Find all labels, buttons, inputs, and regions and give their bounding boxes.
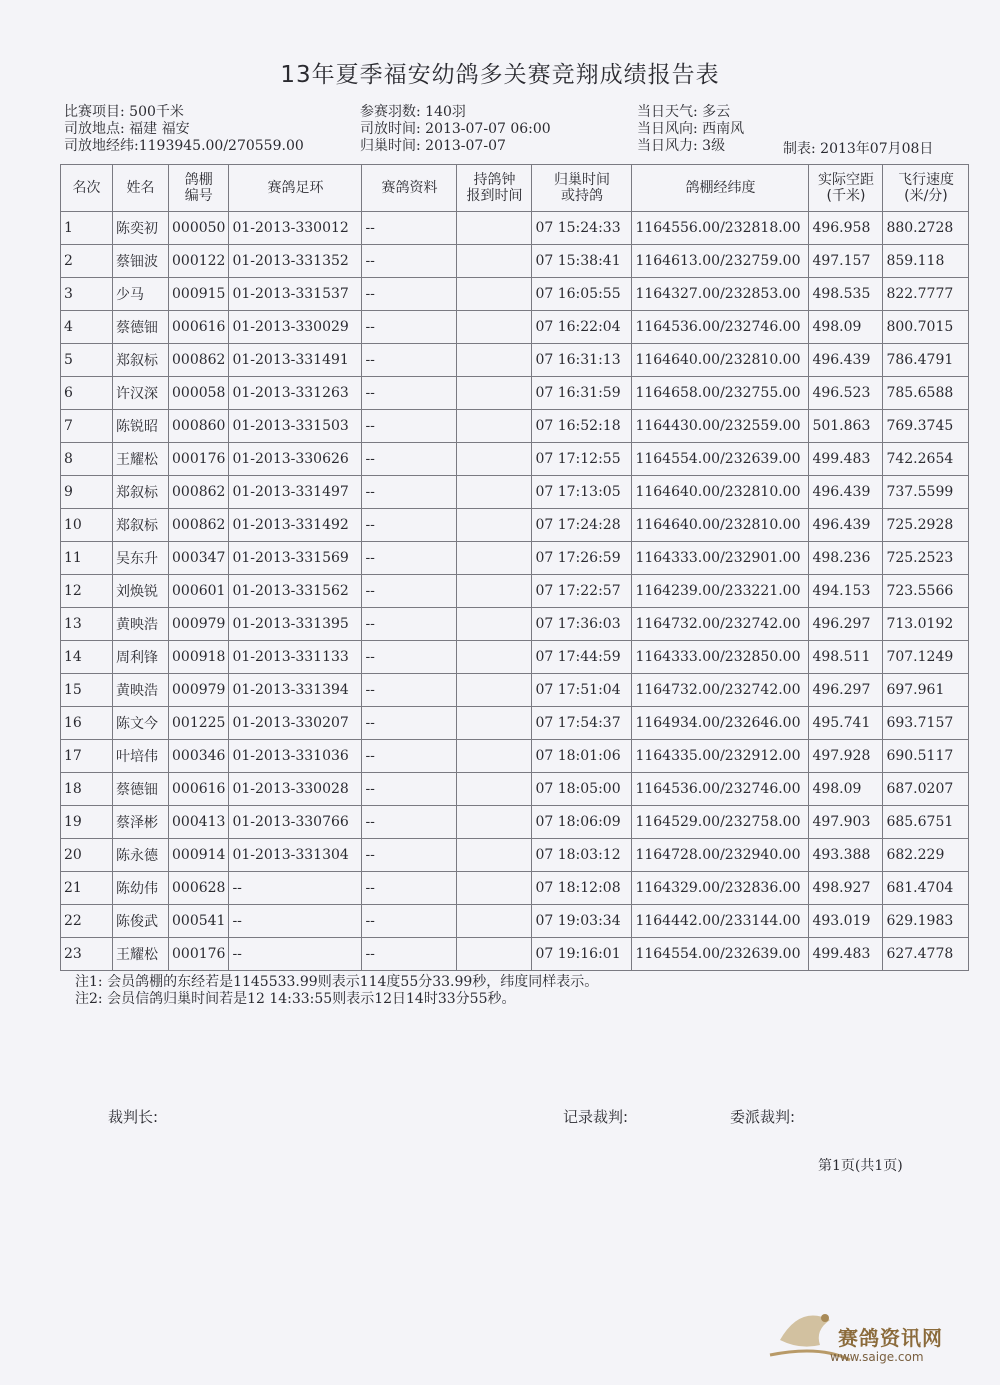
table-cell: 498.535 [809, 278, 883, 311]
report-title: 13年夏季福安幼鸽多关赛竞翔成绩报告表 [280, 62, 720, 88]
table-cell [457, 740, 532, 773]
table-cell [457, 674, 532, 707]
table-cell: 1164934.00/232646.00 [632, 707, 809, 740]
table-cell: 1164640.00/232810.00 [632, 509, 809, 542]
assigned-referee-label: 委派裁判: [730, 1108, 796, 1126]
table-cell: 497.157 [809, 245, 883, 278]
table-cell: 3 [61, 278, 113, 311]
meta-column-2 [360, 104, 551, 155]
table-cell [457, 278, 532, 311]
table-cell: 1164239.00/233221.00 [632, 575, 809, 608]
table-cell: 1164640.00/232810.00 [632, 476, 809, 509]
meta-column-1 [64, 104, 304, 155]
table-cell: 000862 [169, 344, 229, 377]
table-cell [457, 872, 532, 905]
table-cell: 1164335.00/232912.00 [632, 740, 809, 773]
meta-item: 参赛羽数: 140羽 [360, 104, 466, 120]
table-cell: 11 [61, 542, 113, 575]
table-cell: 07 17:54:37 [532, 707, 632, 740]
table-cell [457, 938, 532, 971]
table-cell: -- [362, 245, 457, 278]
table-cell: 498.236 [809, 542, 883, 575]
made-date: 制表: 2013年07月08日 [783, 141, 934, 157]
table-cell: 1164536.00/232746.00 [632, 773, 809, 806]
table-cell: 01-2013-330766 [229, 806, 362, 839]
table-cell: 498.511 [809, 641, 883, 674]
table-cell [457, 245, 532, 278]
table-cell: 01-2013-330626 [229, 443, 362, 476]
table-cell: 01-2013-331497 [229, 476, 362, 509]
table-cell: -- [362, 707, 457, 740]
table-cell: 1164728.00/232940.00 [632, 839, 809, 872]
table-cell: 000628 [169, 872, 229, 905]
table-cell: 000979 [169, 608, 229, 641]
table-cell: 000915 [169, 278, 229, 311]
table-cell: 000914 [169, 839, 229, 872]
watermark-url: www.saige.com [830, 1350, 924, 1364]
meta-item: 司放地点: 福建 福安 [64, 121, 190, 137]
table-cell [457, 773, 532, 806]
table-cell: 07 17:13:05 [532, 476, 632, 509]
table-cell: 000862 [169, 476, 229, 509]
table-cell: -- [362, 674, 457, 707]
page-number: 第1页(共1页) [818, 1158, 903, 1174]
table-cell: 蔡德钿 [113, 773, 169, 806]
table-row [61, 674, 969, 707]
table-cell: 1164658.00/232755.00 [632, 377, 809, 410]
column-header: 持鸽钟 报到时间 [457, 165, 532, 212]
column-header: 归巢时间 或持鸽 [532, 165, 632, 212]
table-cell: 725.2928 [883, 509, 969, 542]
column-header: 鸽棚经纬度 [632, 165, 809, 212]
table-row [61, 509, 969, 542]
results-table [60, 164, 969, 971]
table-cell: 000616 [169, 773, 229, 806]
table-cell: 000860 [169, 410, 229, 443]
table-cell: 693.7157 [883, 707, 969, 740]
table-cell: 685.6751 [883, 806, 969, 839]
table-cell: 1164529.00/232758.00 [632, 806, 809, 839]
table-cell: 07 17:12:55 [532, 443, 632, 476]
table-cell: 07 15:38:41 [532, 245, 632, 278]
table-row [61, 839, 969, 872]
table-cell: 496.439 [809, 476, 883, 509]
table-cell: 499.483 [809, 938, 883, 971]
watermark-text: 赛鸽资讯网 [838, 1326, 943, 1350]
table-cell: 690.5117 [883, 740, 969, 773]
table-cell: 9 [61, 476, 113, 509]
table-cell: 叶培伟 [113, 740, 169, 773]
table-cell: 01-2013-331569 [229, 542, 362, 575]
table-cell: 01-2013-331263 [229, 377, 362, 410]
table-cell [457, 542, 532, 575]
table-cell: 07 18:06:09 [532, 806, 632, 839]
table-cell: 1 [61, 212, 113, 245]
table-cell: 17 [61, 740, 113, 773]
table-cell [457, 344, 532, 377]
table-cell: 499.483 [809, 443, 883, 476]
table-cell: 1164732.00/232742.00 [632, 608, 809, 641]
table-cell: 4 [61, 311, 113, 344]
table-row [61, 905, 969, 938]
table-cell: 20 [61, 839, 113, 872]
table-cell [457, 311, 532, 344]
table-cell: 黄映浩 [113, 674, 169, 707]
table-cell: 723.5566 [883, 575, 969, 608]
table-cell [457, 905, 532, 938]
meta-item: 当日天气: 多云 [637, 104, 731, 120]
table-header-row [61, 165, 969, 212]
table-cell: 07 17:22:57 [532, 575, 632, 608]
table-cell: 01-2013-331394 [229, 674, 362, 707]
table-cell: 07 16:52:18 [532, 410, 632, 443]
note-2: 注2: 会员信鸽归巢时间若是12 14:33:55则表示12日14时33分55秒。 [75, 991, 516, 1007]
table-cell [457, 575, 532, 608]
table-cell: 497.928 [809, 740, 883, 773]
table-cell: -- [362, 212, 457, 245]
column-header: 飞行速度 (米/分) [883, 165, 969, 212]
table-cell: 07 17:36:03 [532, 608, 632, 641]
table-cell: -- [362, 476, 457, 509]
table-cell: 822.7777 [883, 278, 969, 311]
table-cell: 000176 [169, 443, 229, 476]
table-cell: 000176 [169, 938, 229, 971]
table-row [61, 245, 969, 278]
table-cell: 01-2013-330028 [229, 773, 362, 806]
table-cell: 23 [61, 938, 113, 971]
table-cell: 1164329.00/232836.00 [632, 872, 809, 905]
meta-item: 比赛项目: 500千米 [64, 104, 184, 120]
table-cell: 000058 [169, 377, 229, 410]
table-row [61, 575, 969, 608]
table-cell [457, 476, 532, 509]
table-cell: 07 16:22:04 [532, 311, 632, 344]
table-cell [457, 839, 532, 872]
table-row [61, 608, 969, 641]
table-cell: 12 [61, 575, 113, 608]
table-cell: 01-2013-331503 [229, 410, 362, 443]
table-cell: -- [362, 905, 457, 938]
table-cell: 01-2013-331562 [229, 575, 362, 608]
table-cell: 刘焕锐 [113, 575, 169, 608]
table-cell: -- [362, 806, 457, 839]
table-cell: 713.0192 [883, 608, 969, 641]
column-header: 名次 [61, 165, 113, 212]
table-cell: 1164613.00/232759.00 [632, 245, 809, 278]
table-cell: 769.3745 [883, 410, 969, 443]
table-row [61, 707, 969, 740]
table-cell: 707.1249 [883, 641, 969, 674]
table-cell: -- [362, 938, 457, 971]
table-cell: 682.229 [883, 839, 969, 872]
table-row [61, 938, 969, 971]
table-cell [457, 377, 532, 410]
table-cell: 1164442.00/233144.00 [632, 905, 809, 938]
table-cell: 19 [61, 806, 113, 839]
table-cell: 郑叙标 [113, 476, 169, 509]
table-cell [457, 443, 532, 476]
table-cell: 496.439 [809, 509, 883, 542]
meta-item: 司放时间: 2013-07-07 06:00 [360, 121, 551, 137]
table-cell: 000979 [169, 674, 229, 707]
table-cell: 01-2013-331492 [229, 509, 362, 542]
table-cell: 15 [61, 674, 113, 707]
table-cell: 07 16:31:59 [532, 377, 632, 410]
table-cell: 800.7015 [883, 311, 969, 344]
table-cell: 黄映浩 [113, 608, 169, 641]
table-cell: 07 18:03:12 [532, 839, 632, 872]
table-cell: 01-2013-331537 [229, 278, 362, 311]
table-cell: 000616 [169, 311, 229, 344]
table-cell: -- [362, 344, 457, 377]
table-cell: -- [362, 542, 457, 575]
table-cell: 6 [61, 377, 113, 410]
table-cell: -- [362, 839, 457, 872]
table-cell: -- [362, 410, 457, 443]
table-cell: 14 [61, 641, 113, 674]
table-cell [457, 608, 532, 641]
table-cell: 07 17:26:59 [532, 542, 632, 575]
table-cell: 000050 [169, 212, 229, 245]
table-cell: 737.5599 [883, 476, 969, 509]
meta-item: 司放地经纬:1193945.00/270559.00 [64, 138, 304, 154]
table-cell: 陈永德 [113, 839, 169, 872]
table-cell: -- [362, 608, 457, 641]
table-cell: 498.09 [809, 773, 883, 806]
meta-item: 归巢时间: 2013-07-07 [360, 138, 506, 154]
table-cell: 786.4791 [883, 344, 969, 377]
table-cell: -- [362, 740, 457, 773]
table-row [61, 542, 969, 575]
table-cell: 07 19:03:34 [532, 905, 632, 938]
table-cell: 1164554.00/232639.00 [632, 443, 809, 476]
table-cell: 01-2013-331304 [229, 839, 362, 872]
table-cell: 01-2013-330029 [229, 311, 362, 344]
table-cell: 000862 [169, 509, 229, 542]
table-cell: 725.2523 [883, 542, 969, 575]
column-header: 赛鸽足环 [229, 165, 362, 212]
table-cell: -- [229, 905, 362, 938]
table-cell: 7 [61, 410, 113, 443]
table-cell: 1164556.00/232818.00 [632, 212, 809, 245]
table-cell: -- [229, 938, 362, 971]
column-header: 鸽棚 编号 [169, 165, 229, 212]
column-header: 赛鸽资料 [362, 165, 457, 212]
table-cell: 01-2013-331491 [229, 344, 362, 377]
table-row [61, 311, 969, 344]
table-cell: 498.09 [809, 311, 883, 344]
table-cell: 07 18:12:08 [532, 872, 632, 905]
table-cell: 许汉深 [113, 377, 169, 410]
table-row [61, 344, 969, 377]
table-cell: 000122 [169, 245, 229, 278]
table-cell: 07 17:24:28 [532, 509, 632, 542]
table-cell: 1164333.00/232901.00 [632, 542, 809, 575]
table-row [61, 872, 969, 905]
table-cell: 07 16:31:13 [532, 344, 632, 377]
table-row [61, 806, 969, 839]
table-cell: 498.927 [809, 872, 883, 905]
table-cell: 07 18:01:06 [532, 740, 632, 773]
table-cell: 1164327.00/232853.00 [632, 278, 809, 311]
table-cell: 497.903 [809, 806, 883, 839]
table-cell: 01-2013-330012 [229, 212, 362, 245]
table-cell: 07 18:05:00 [532, 773, 632, 806]
table-cell: 07 19:16:01 [532, 938, 632, 971]
table-row [61, 476, 969, 509]
table-cell: 627.4778 [883, 938, 969, 971]
table-cell: 陈锐昭 [113, 410, 169, 443]
table-cell: 13 [61, 608, 113, 641]
table-cell: -- [362, 872, 457, 905]
table-cell: 陈奕初 [113, 212, 169, 245]
table-row [61, 410, 969, 443]
table-cell: 吴东升 [113, 542, 169, 575]
table-cell: 000346 [169, 740, 229, 773]
table-cell: 501.863 [809, 410, 883, 443]
table-cell: 697.961 [883, 674, 969, 707]
notes [75, 974, 598, 1008]
table-cell: 21 [61, 872, 113, 905]
table-cell: 蔡泽彬 [113, 806, 169, 839]
table-cell: 少马 [113, 278, 169, 311]
table-cell [457, 806, 532, 839]
table-cell: -- [362, 575, 457, 608]
table-cell: 01-2013-331036 [229, 740, 362, 773]
table-cell: 07 17:44:59 [532, 641, 632, 674]
table-cell: 王耀松 [113, 938, 169, 971]
table-cell: 493.019 [809, 905, 883, 938]
table-row [61, 740, 969, 773]
table-cell: 郑叙标 [113, 344, 169, 377]
table-cell: 8 [61, 443, 113, 476]
table-cell: 陈文今 [113, 707, 169, 740]
chief-referee-label: 裁判长: [108, 1108, 159, 1126]
table-row [61, 773, 969, 806]
table-cell: 496.523 [809, 377, 883, 410]
table-cell: 880.2728 [883, 212, 969, 245]
table-cell: 周利锋 [113, 641, 169, 674]
table-cell: 07 15:24:33 [532, 212, 632, 245]
table-cell: 687.0207 [883, 773, 969, 806]
note-1: 注1: 会员鸽棚的东经若是1145533.99则表示114度55分33.99秒，纬度同样表示。 [75, 974, 599, 990]
table-cell: -- [362, 641, 457, 674]
table-cell: 07 16:05:55 [532, 278, 632, 311]
table-cell: 16 [61, 707, 113, 740]
table-cell: 000601 [169, 575, 229, 608]
table-cell: -- [229, 872, 362, 905]
table-cell: 785.6588 [883, 377, 969, 410]
table-cell: -- [362, 311, 457, 344]
table-cell: 1164732.00/232742.00 [632, 674, 809, 707]
table-cell: -- [362, 377, 457, 410]
table-cell: 蔡德钿 [113, 311, 169, 344]
table-cell: 2 [61, 245, 113, 278]
table-cell [457, 509, 532, 542]
table-cell: 1164536.00/232746.00 [632, 311, 809, 344]
table-cell: 01-2013-331133 [229, 641, 362, 674]
table-cell [457, 641, 532, 674]
table-cell: 10 [61, 509, 113, 542]
table-cell: 1164640.00/232810.00 [632, 344, 809, 377]
table-cell: 1164333.00/232850.00 [632, 641, 809, 674]
table-cell: 496.297 [809, 608, 883, 641]
table-cell: 496.958 [809, 212, 883, 245]
table-cell: 629.1983 [883, 905, 969, 938]
table-cell: 496.297 [809, 674, 883, 707]
table-cell: 蔡钿波 [113, 245, 169, 278]
meta-item: 当日风向: 西南风 [637, 121, 745, 137]
table-cell: 18 [61, 773, 113, 806]
table-cell: 01-2013-330207 [229, 707, 362, 740]
table-cell [457, 707, 532, 740]
table-cell: 681.4704 [883, 872, 969, 905]
table-cell [457, 212, 532, 245]
table-cell: 陈俊武 [113, 905, 169, 938]
table-cell: 001225 [169, 707, 229, 740]
table-row [61, 278, 969, 311]
table-cell: -- [362, 443, 457, 476]
table-row [61, 641, 969, 674]
table-cell: 01-2013-331352 [229, 245, 362, 278]
table-cell: -- [362, 509, 457, 542]
table-cell: 495.741 [809, 707, 883, 740]
table-cell: 494.153 [809, 575, 883, 608]
column-header: 姓名 [113, 165, 169, 212]
table-cell: -- [362, 773, 457, 806]
table-cell: 1164430.00/232559.00 [632, 410, 809, 443]
table-cell: 1164554.00/232639.00 [632, 938, 809, 971]
table-cell: 陈幼伟 [113, 872, 169, 905]
table-cell: 742.2654 [883, 443, 969, 476]
table-row [61, 443, 969, 476]
table-cell: 000413 [169, 806, 229, 839]
table-cell: 496.439 [809, 344, 883, 377]
table-row [61, 212, 969, 245]
table-cell: 5 [61, 344, 113, 377]
column-header: 实际空距 (千米) [809, 165, 883, 212]
table-cell: 01-2013-331395 [229, 608, 362, 641]
meta-item: 当日风力: 3级 [637, 138, 726, 154]
table-row [61, 377, 969, 410]
table-cell: 王耀松 [113, 443, 169, 476]
table-cell: 859.118 [883, 245, 969, 278]
record-referee-label: 记录裁判: [563, 1108, 629, 1126]
table-cell: 000918 [169, 641, 229, 674]
meta-column-3 [637, 104, 744, 155]
table-cell: 000347 [169, 542, 229, 575]
table-cell: -- [362, 278, 457, 311]
table-cell: 郑叙标 [113, 509, 169, 542]
table-cell: 22 [61, 905, 113, 938]
table-cell: 07 17:51:04 [532, 674, 632, 707]
table-cell: 493.388 [809, 839, 883, 872]
table-cell [457, 410, 532, 443]
table-cell: 000541 [169, 905, 229, 938]
